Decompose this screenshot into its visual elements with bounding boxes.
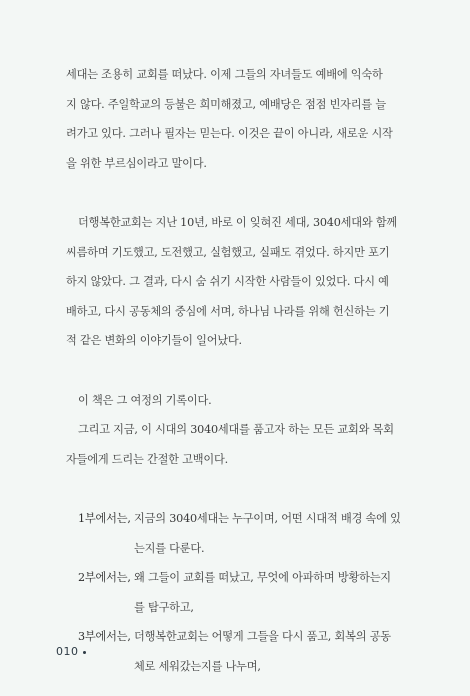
page-body bbox=[66, 60, 426, 681]
part-text: 더행복한교회는 어떻게 그들을 다시 품고, 회복의 공동 bbox=[130, 630, 391, 643]
paragraph-1 bbox=[66, 60, 426, 178]
paragraph-gap bbox=[66, 178, 426, 208]
list-item bbox=[66, 563, 426, 622]
part-heading: 2부에서는, bbox=[78, 571, 131, 584]
text-line: 을 위한 부르심이라고 말이다. bbox=[66, 156, 207, 170]
text-line: 이 책은 그 여정의 기록이다. bbox=[78, 393, 212, 407]
text-line: 지 않다. 주일학교의 등불은 희미해졌고, 예배당은 점점 빈자리를 늘 bbox=[66, 97, 386, 111]
text-line: 배하고, 다시 공동체의 중심에 서며, 하나님 나라를 위해 헌신하는 기 bbox=[66, 304, 390, 318]
list-item bbox=[66, 622, 426, 681]
part-text-continued: 체로 세워갔는지를 나누며, bbox=[134, 659, 261, 673]
part-text-continued: 를 탐구하고, bbox=[134, 600, 194, 614]
text-line: 씨름하며 기도했고, 도전했고, 실험했고, 실패도 겪었다. 하지만 포기 bbox=[66, 245, 390, 259]
text-line: 세대는 조용히 교회를 떠났다. 이제 그들의 자녀들도 예배에 익숙하 bbox=[66, 68, 383, 81]
list-item bbox=[66, 504, 426, 563]
paragraph-3 bbox=[66, 386, 426, 416]
paragraph-4 bbox=[66, 415, 426, 474]
text-line: 그리고 지금, 이 시대의 3040세대를 품고자 하는 모든 교회와 목회 bbox=[78, 423, 394, 436]
part-text-continued: 는지를 다룬다. bbox=[134, 541, 205, 555]
parts-list bbox=[66, 504, 426, 681]
part-text: 지금의 3040세대는 누구이며, 어떤 시대적 배경 속에 있 bbox=[130, 512, 401, 525]
page-number bbox=[56, 645, 86, 658]
text-line: 려가고 있다. 그러나 필자는 믿는다. 이것은 끝이 아니라, 새로운 시작 bbox=[66, 127, 393, 140]
paragraph-gap bbox=[66, 356, 426, 386]
part-heading: 3부에서는, bbox=[78, 630, 131, 643]
paragraph-2 bbox=[66, 208, 426, 356]
text-line: 자들에게 드리는 간절한 고백이다. bbox=[66, 452, 228, 466]
text-line: 하지 않았다. 그 결과, 다시 숨 쉬기 시작한 사람들이 있었다. 다시 예 bbox=[66, 275, 389, 288]
paragraph-gap bbox=[66, 474, 426, 504]
page-number-text: 010 bbox=[56, 645, 79, 658]
part-text: 왜 그들이 교회를 떠났고, 무엇에 아파하며 방황하는지 bbox=[130, 571, 391, 584]
text-line: 더행복한교회는 지난 10년, 바로 이 잊혀진 세대, 3040세대와 함께 bbox=[78, 216, 398, 229]
part-heading: 1부에서는, bbox=[78, 512, 131, 525]
bullet-dot-icon bbox=[83, 651, 86, 654]
text-line: 적 같은 변화의 이야기들이 일어났다. bbox=[66, 334, 242, 347]
